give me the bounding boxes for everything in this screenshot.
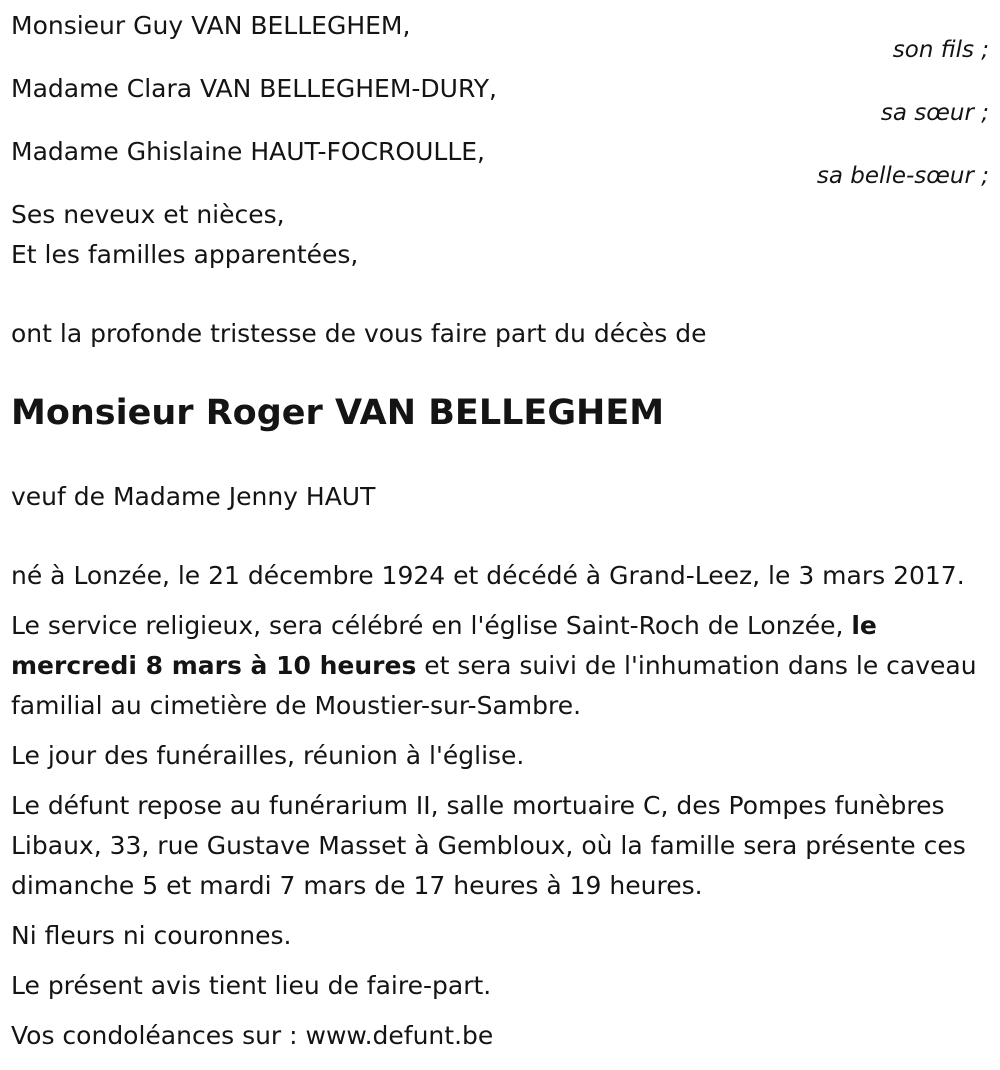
viewing-paragraph bbox=[11, 786, 989, 906]
service-text-before: Le service religieux, sera célébré en l'église Saint-Roch de Lonzée, bbox=[11, 611, 852, 640]
widow-of-text: veuf de Madame Jenny HAUT bbox=[11, 482, 376, 511]
notice-paragraph bbox=[11, 966, 989, 1006]
no-flowers-paragraph bbox=[11, 916, 989, 956]
family-member-row bbox=[11, 6, 989, 69]
viewing-text: Le défunt repose au funérarium II, salle mortuaire C, des Pompes funèbres Libaux, 33, rue Gustave Masset à Gembloux, où la famille sera présente ces dimanche 5 et mardi 7 mars de 17 heures à 19 heures. bbox=[11, 791, 966, 900]
family-member-relation: sa sœur ; bbox=[880, 100, 989, 126]
service-text-after: et sera suivi de l'inhumation dans le caveau familial au cimetière de Moustier-sur-Sambre. bbox=[11, 651, 977, 720]
condolences-text: Vos condoléances sur : www.defunt.be bbox=[11, 1021, 494, 1050]
family-member-row bbox=[11, 69, 989, 132]
family-member-relation: sa belle-sœur ; bbox=[816, 163, 989, 189]
family-member-relation: son fils ; bbox=[892, 37, 989, 63]
service-paragraph bbox=[11, 606, 989, 726]
deceased-name: Monsieur Roger VAN BELLEGHEM bbox=[11, 393, 665, 433]
family-member-name: Monsieur Guy VAN BELLEGHEM, bbox=[11, 11, 411, 40]
birth-death-text: né à Lonzée, le 21 décembre 1924 et décédé à Grand-Leez, le 3 mars 2017. bbox=[11, 561, 965, 590]
obituary-notice bbox=[11, 6, 989, 1056]
announcement-text: ont la profonde tristesse de vous faire part du décès de bbox=[11, 319, 707, 348]
notice-text: Le présent avis tient lieu de faire-part. bbox=[11, 971, 492, 1000]
service-date-time: le mercredi 8 mars à 10 heures bbox=[11, 611, 877, 680]
relatives-line-families: Et les familles apparentées, bbox=[11, 240, 359, 269]
gathering-text: Le jour des funérailles, réunion à l'église. bbox=[11, 741, 525, 770]
no-flowers-text: Ni fleurs ni couronnes. bbox=[11, 921, 292, 950]
family-member-row bbox=[11, 132, 989, 195]
gathering-paragraph bbox=[11, 736, 989, 776]
family-member-name: Madame Ghislaine HAUT-FOCROULLE, bbox=[11, 137, 485, 166]
condolences-paragraph bbox=[11, 1016, 989, 1056]
relatives-line-nephews: Ses neveux et nièces, bbox=[11, 200, 285, 229]
family-member-name: Madame Clara VAN BELLEGHEM-DURY, bbox=[11, 74, 497, 103]
